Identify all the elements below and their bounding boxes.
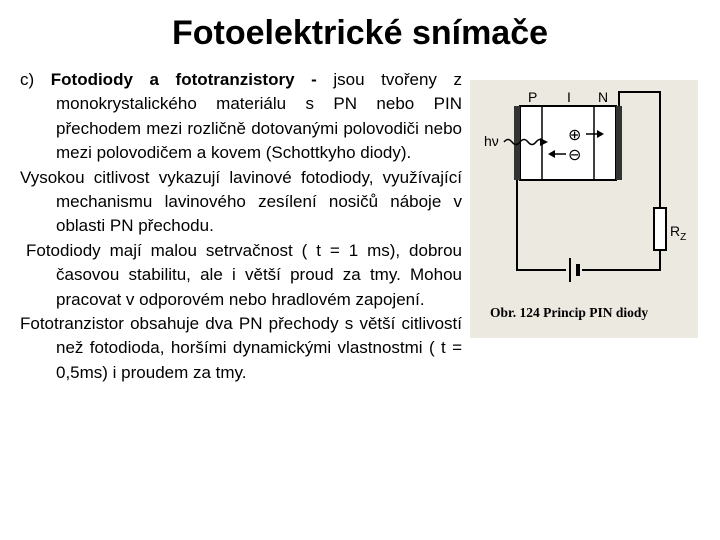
label-light: hν <box>484 133 499 149</box>
paragraph-bold-term: Fotodiody a fototranzistory - <box>50 70 317 89</box>
pin-diode-diagram <box>470 80 698 338</box>
paragraph-lead: c) <box>20 70 51 89</box>
label-resistor-sub: Z <box>680 232 687 243</box>
page-title: Fotoelektrické snímače <box>171 14 549 52</box>
pin-diode-figure <box>470 80 698 338</box>
n-electrode <box>616 106 622 180</box>
label-resistor-main: R <box>670 223 681 239</box>
body-text <box>20 68 462 385</box>
paragraph-inertia: Fotodiody mají malou setrvačnost ( t = 1 ms), dobrou časovou stabilitu, ale i větší proud za tmy. Mohou pracovat v odporovém nebo hradlovém zapojení. <box>26 240 462 309</box>
paragraph-avalanche: Vysokou citlivost vykazují lavinové fotodiody, využívající mechanismu lavinového zesílení nosičů náboje v oblasti PN přechodu. <box>20 167 462 236</box>
label-i: I <box>567 89 571 105</box>
label-electron: ⊖ <box>568 145 582 164</box>
label-hole: ⊕ <box>568 125 582 144</box>
resistor <box>654 208 666 250</box>
paragraph-photodiodes <box>20 68 462 166</box>
label-p: P <box>528 89 538 105</box>
figure-caption: Obr. 124 Princip PIN diody <box>490 305 649 320</box>
paragraph-text: jsou tvořeny z monokrystalického materiálu s PN nebo PIN přechodem mezi rozličně dotovanými polovodiči nebo mezi polovodičem a kovem (Schottkyho diody). <box>56 70 462 163</box>
paragraph-phototransistor: Fototranzistor obsahuje dva PN přechody s větší citlivostí než fotodioda, horšími dynamickými vlastnostmi ( t = 0,5ms) i proudem za tmy. <box>20 314 462 382</box>
label-n: N <box>598 89 609 105</box>
